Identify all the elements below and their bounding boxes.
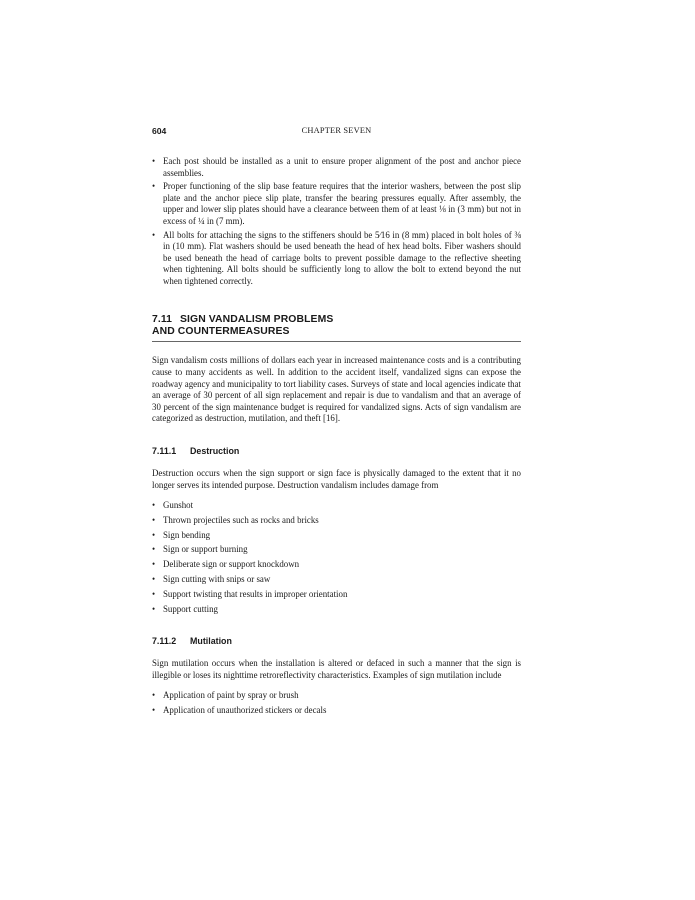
section-title-line2: AND COUNTERMEASURES [152,325,290,337]
bullet-icon: • [152,690,156,701]
page-number: 604 [152,126,167,136]
bullet-icon: • [152,181,156,192]
bullet-icon: • [152,156,156,166]
list-item: • All bolts for attaching the signs to the stiffeners should be 5⁄16 in (8 mm) placed in bolt holes of ⅜ in (10 mm). Flat washers should be used beneath the head of hex head bolts. Fiber washers should be used beneath the head of carriage bolts to prevent possible damage to the reflective sheeting when tightening. All bolts should be sufficiently long to allow the bolt to extend beyond the nut when tightened correctly. [152,229,521,286]
list-item: • Sign or support burning [152,544,248,555]
list-item: • Sign bending [152,529,211,540]
bullet-icon: • [152,588,156,599]
mutilation-list [152,690,521,716]
section-heading [152,314,521,343]
list-item: • Proper functioning of the slip base feature requires that the interior washers, between the post slip plate and the anchor piece slip plate, transfer the bearing pressures equally. After assembly, the upper and lower slip plates should have a clearance between them of at least ⅛ in (3 mm) but not in excess of ¼ in (7 mm). [152,181,521,226]
list-item: • Thrown projectiles such as rocks and bricks [152,514,319,525]
list-item: • Support twisting that results in improper orientation [152,588,348,599]
destruction-paragraph: Destruction occurs when the sign support or sign face is physically damaged to the extent that it no longer serves its intended purpose. Destruction vandalism includes damage from [152,467,521,490]
running-head [152,126,521,140]
bullet-icon: • [152,544,156,555]
bullet-icon: • [152,529,156,540]
destruction-list [152,500,521,615]
list-item: • Deliberate sign or support knockdown [152,559,300,570]
section-number: 7.11 [152,313,173,325]
bullet-icon: • [152,705,156,716]
bullet-icon: • [152,500,156,511]
subsection-title: Destruction [190,445,240,456]
subsection-number: 7.11.2 [152,636,177,647]
list-item: • Each post should be installed as a unit to ensure proper alignment of the post and anchor piece assemblies. [152,156,521,178]
bullet-icon: • [152,574,156,584]
list-item: • Gunshot [152,500,194,511]
list-item: • Sign cutting with snips or saw [152,574,271,584]
section-title-line1: SIGN VANDALISM PROBLEMS [180,313,334,325]
subsection-heading-destruction [152,446,521,456]
book-page [152,126,521,720]
subsection-heading-mutilation [152,636,521,646]
section-paragraph: Sign vandalism costs millions of dollars each year in increased maintenance costs and is a contributing cause to many accidents as well. In addition to the accident itself, vandalized signs can expose the roadway agency and municipality to tort liability cases. Surveys of state and local agencies indicate that an average of 30 percent of all sign replacement and repair is due to vandalism and that an average of 30 percent of the sign maintenance budget is required for vandalized signs. Acts of sign vandalism are categorized as destruction, mutilation, and theft [16]. [152,355,521,424]
list-item: • Support cutting [152,603,218,614]
subsection-title: Mutilation [190,636,232,647]
installation-bullet-list [152,156,521,288]
bullet-icon: • [152,514,156,525]
mutilation-paragraph: Sign mutilation occurs when the installation is altered or defaced in such a manner that the sign is illegible or loses its nighttime retroreflectivity characteristics. Examples of sign mutilation include [152,658,521,680]
bullet-icon: • [152,559,156,570]
bullet-icon: • [152,603,156,614]
list-item: • Application of paint by spray or brush [152,690,299,701]
bullet-icon: • [152,229,156,240]
subsection-number: 7.11.1 [152,445,177,456]
chapter-title: CHAPTER SEVEN [301,126,372,135]
list-item: • Application of unauthorized stickers or decals [152,705,327,716]
